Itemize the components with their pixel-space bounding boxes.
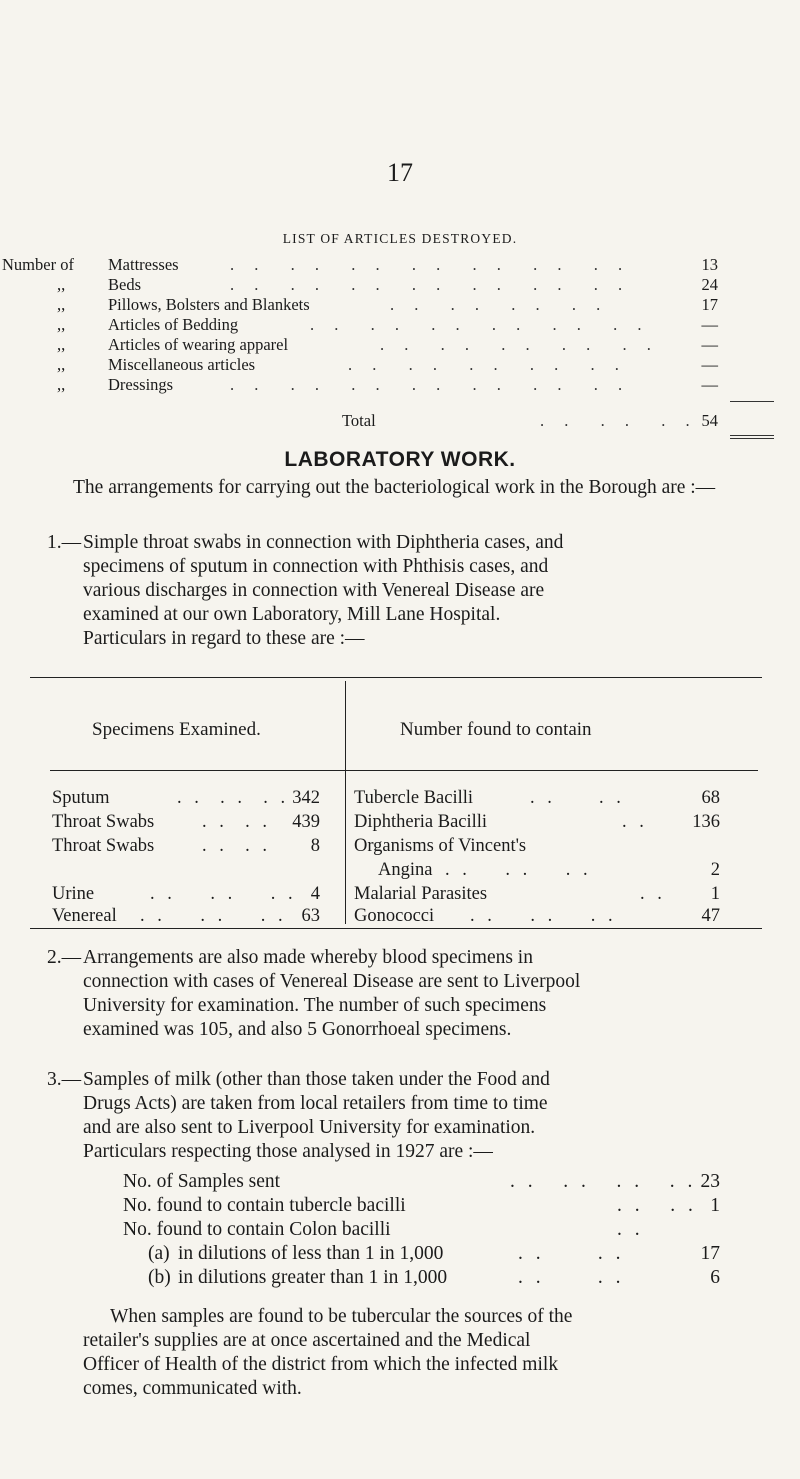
para2-line: examined was 105, and also 5 Gonorrhoeal specimens.	[83, 1019, 512, 1040]
list-item: ,, Pillows, Bolsters and Blankets . . . . . . . . 17	[57, 295, 718, 314]
stat-label: No. found to contain Colon bacilli	[123, 1219, 391, 1240]
stat-value: 23	[700, 1171, 720, 1192]
para2-number: 2.—	[47, 947, 82, 968]
table-column-divider	[345, 681, 346, 924]
table-header-rule	[50, 770, 758, 771]
total-double-rule-bottom	[730, 438, 774, 439]
list-prefix: Number of	[2, 255, 74, 274]
table-cell-found: 2	[710, 860, 720, 880]
table-cell-finding: Tubercle Bacilli	[354, 788, 474, 808]
stat-label: No. found to contain tubercle bacilli	[123, 1195, 406, 1216]
table-cell-finding: Malarial Parasites	[354, 884, 488, 904]
table-top-rule	[30, 677, 762, 678]
list-item-label: Miscellaneous articles	[108, 355, 256, 374]
total-rule	[730, 401, 774, 402]
para3-line: Samples of milk (other than those taken under the Food and	[83, 1069, 550, 1090]
ditto-mark: ,,	[57, 335, 66, 354]
list-item-value: 13	[701, 255, 718, 274]
list-title: LIST OF ARTICLES DESTROYED.	[282, 231, 518, 246]
section-heading: LABORATORY WORK.	[284, 448, 516, 471]
list-item: Number of Mattresses . . . . . . . . . . . . . . 13	[2, 255, 718, 274]
table-bottom-rule	[30, 928, 762, 929]
list-item-label: Beds	[108, 275, 141, 294]
stat-value: 1	[710, 1195, 720, 1216]
table-cell-specimen: Throat Swabs	[52, 836, 155, 856]
para1-line: various discharges in connection with Venereal Disease are	[83, 580, 545, 601]
table-cell-finding-continued: Angina	[378, 860, 433, 880]
ditto-mark: ,,	[57, 355, 66, 374]
list-item: ,, Dressings . . . . . . . . . . . . . . —	[57, 375, 718, 394]
table-cell-count: 8	[310, 836, 320, 856]
list-item-label: Mattresses	[108, 255, 179, 274]
table-cell-count: 63	[301, 906, 320, 926]
ditto-mark: ,,	[57, 315, 66, 334]
page-number: 17	[387, 158, 413, 187]
list-item: ,, Miscellaneous articles . . . . . . . . . . —	[57, 355, 718, 374]
list-item-label: Articles of Bedding	[108, 315, 239, 334]
list-item-value: —	[701, 375, 718, 394]
total-value: 54	[701, 411, 718, 430]
para1-line: examined at our own Laboratory, Mill Lane Hospital.	[83, 604, 501, 625]
closing-line: When samples are found to be tubercular the sources of the	[110, 1306, 573, 1327]
table-cell-found: 136	[692, 812, 720, 832]
list-item: ,, Beds . . . . . . . . . . . . . . 24	[57, 275, 718, 294]
para1-line: Particulars in regard to these are :—	[83, 628, 365, 649]
stat-value: 17	[700, 1243, 720, 1264]
para2-line: connection with cases of Venereal Disease are sent to Liverpool	[83, 971, 581, 992]
list-item-value: —	[701, 335, 718, 354]
closing-line: comes, communicated with.	[83, 1378, 302, 1399]
para1-number: 1.—	[47, 532, 82, 553]
stat-label: No. of Samples sent	[123, 1171, 281, 1192]
para3-number: 3.—	[47, 1069, 82, 1090]
closing-line: Officer of Health of the district from which the infected milk	[83, 1354, 559, 1375]
table-cell-specimen: Sputum	[52, 788, 110, 808]
list-item-value: 24	[701, 275, 718, 294]
table-header-findings: Number found to contain	[400, 719, 592, 740]
para3-line: Drugs Acts) are taken from local retailers from time to time	[83, 1093, 548, 1114]
para2-line: University for examination. The number of such specimens	[83, 995, 547, 1016]
table-cell-found: 47	[701, 906, 720, 926]
para3-line: and are also sent to Liverpool University for examination.	[83, 1117, 536, 1138]
para3-line: Particulars respecting those analysed in 1927 are :—	[83, 1141, 493, 1162]
table-cell-finding: Organisms of Vincent's	[354, 836, 527, 856]
ditto-mark: ,,	[57, 375, 66, 394]
para1-line: Simple throat swabs in connection with Diphtheria cases, and	[83, 532, 564, 553]
ditto-mark: ,,	[57, 275, 66, 294]
para1-line: specimens of sputum in connection with Phthisis cases, and	[83, 556, 549, 577]
table-cell-count: 439	[292, 812, 320, 832]
table-cell-specimen: Urine	[52, 884, 95, 904]
list-item-label: Pillows, Bolsters and Blankets	[108, 295, 310, 314]
list-item-value: —	[701, 315, 718, 334]
stat-value: 6	[710, 1267, 720, 1288]
table-cell-found: 1	[710, 884, 720, 904]
list-item: ,, Articles of Bedding . . . . . . . . . . . . —	[57, 315, 718, 334]
list-item-label: Articles of wearing apparel	[108, 335, 289, 354]
list-item: ,, Articles of wearing apparel . . . . . . . . . . —	[57, 335, 718, 354]
table-cell-finding: Gonococci	[354, 906, 435, 926]
ditto-mark: ,,	[57, 295, 66, 314]
table-cell-count: 342	[292, 788, 320, 808]
stat-label: in dilutions of less than 1 in 1,000	[178, 1243, 444, 1264]
list-item-value: 17	[701, 295, 718, 314]
table-cell-count: 4	[310, 884, 320, 904]
table-cell-finding: Diphtheria Bacilli	[354, 812, 488, 832]
stat-label: in dilutions greater than 1 in 1,000	[178, 1267, 448, 1288]
table-cell-specimen: Throat Swabs	[52, 812, 155, 832]
total-label: Total	[342, 411, 376, 430]
stat-prefix: (a)	[148, 1243, 170, 1264]
intro-paragraph: The arrangements for carrying out the bacteriological work in the Borough are :—	[73, 477, 716, 498]
closing-line: retailer's supplies are at once ascertained and the Medical	[83, 1330, 531, 1351]
table-cell-specimen: Venereal	[52, 906, 117, 926]
total-row: Total . . . . . . 54	[342, 411, 718, 430]
table-header-specimens: Specimens Examined.	[92, 719, 261, 740]
total-double-rule-top	[730, 435, 774, 436]
list-item-value: —	[701, 355, 718, 374]
para2-line: Arrangements are also made whereby blood specimens in	[83, 947, 533, 968]
list-item-label: Dressings	[108, 375, 174, 394]
stat-prefix: (b)	[148, 1267, 171, 1288]
table-cell-found: 68	[701, 788, 720, 808]
